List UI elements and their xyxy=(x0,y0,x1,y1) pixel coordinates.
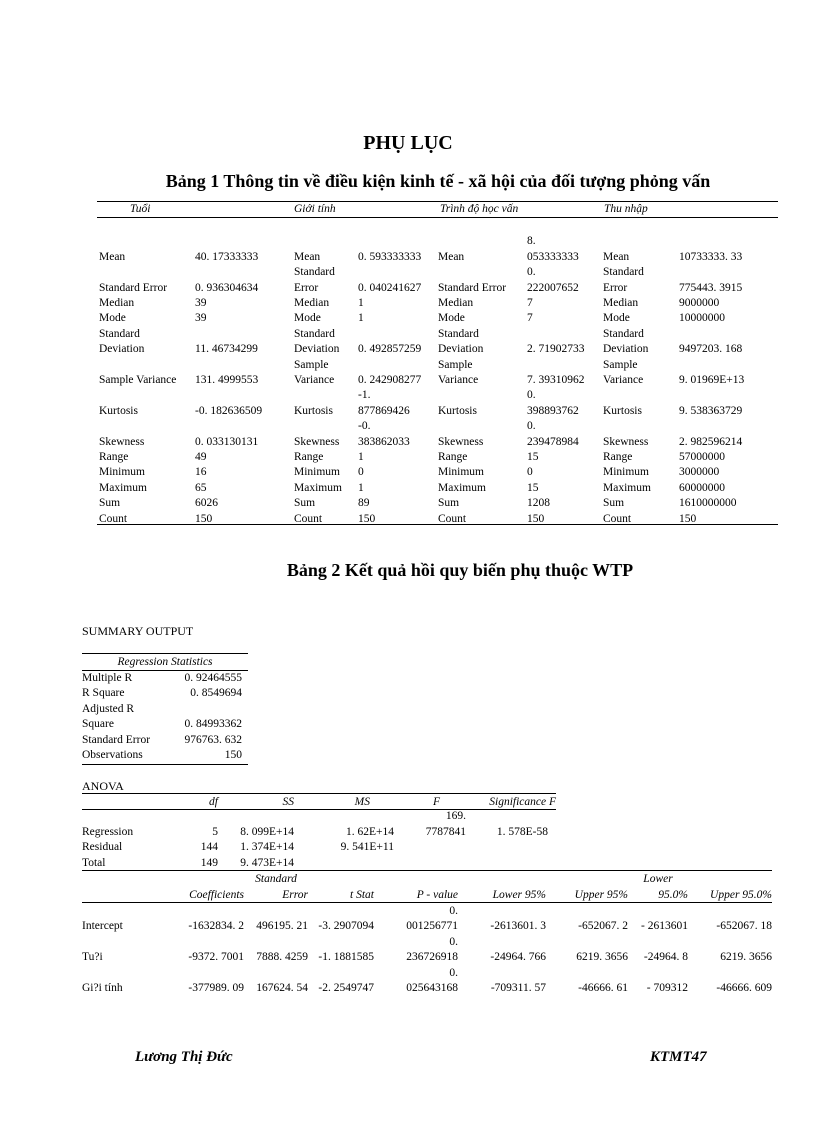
anova-cell: 8. 099E+14 xyxy=(240,826,294,838)
anova-col-header: SS xyxy=(282,796,294,808)
coef-cell: 001256771 xyxy=(406,920,458,932)
coef-cell: 025643168 xyxy=(406,982,458,994)
table1-stat-label: Deviation xyxy=(99,343,145,355)
coef-cell: -652067. 2 xyxy=(578,920,628,932)
table1-stat-label: Range xyxy=(438,451,468,463)
table1-stat-label: Mode xyxy=(294,312,321,324)
footer-class-code: KTMT47 xyxy=(650,1049,707,1065)
coef-col-header: Coefficients xyxy=(189,889,244,901)
coef-cell: -2. 2549747 xyxy=(318,982,374,994)
reg-stat-value: 150 xyxy=(224,749,242,761)
anova-cell: 1. 62E+14 xyxy=(345,826,394,838)
table1-stat-label: Variance xyxy=(294,374,335,386)
table1-stat-value: 383862033 xyxy=(358,436,410,448)
table1-stat-label: Maximum xyxy=(99,482,147,494)
table1-stat-label: Skewness xyxy=(99,436,145,448)
anova-label: ANOVA xyxy=(82,779,124,793)
coef-cell: -3. 2907094 xyxy=(318,920,374,932)
table1-stat-label: Standard xyxy=(603,328,644,340)
table1-stat-label: Standard xyxy=(438,328,479,340)
table1-stat-value: 239478984 xyxy=(527,436,579,448)
reg-stat-label: Square xyxy=(82,718,114,730)
coef-cell: 6219. 3656 xyxy=(576,951,628,963)
table1-stat-label: Mean xyxy=(294,251,321,263)
anova-cell: 1. 374E+14 xyxy=(240,841,294,853)
coef-cell: -9372. 7001 xyxy=(188,951,244,963)
table1-stat-label: Deviation xyxy=(438,343,484,355)
coef-cell: - 709312 xyxy=(646,982,688,994)
table1-stat-label: Standard xyxy=(294,266,335,278)
table1-stat-label: Deviation xyxy=(294,343,340,355)
table1-stat-label: Range xyxy=(99,451,129,463)
table1-stat-value: 6026 xyxy=(195,497,218,509)
coef-cell: -24964. 766 xyxy=(490,951,546,963)
table1-stat-value: 60000000 xyxy=(679,482,725,494)
coef-p-top: 0. xyxy=(449,936,458,948)
table1-stat-value: 150 xyxy=(679,513,697,525)
table1-stat-value: 9. 01969E+13 xyxy=(679,374,745,386)
table1-stat-value: 398893762 xyxy=(527,405,579,417)
anova-col-header: F xyxy=(432,796,440,808)
reg-stat-value: 0. 8549694 xyxy=(190,687,242,699)
table1-stat-label: Minimum xyxy=(99,466,146,478)
table1-stat-value: 0. 936304634 xyxy=(195,282,259,294)
coef-col-header: Upper 95% xyxy=(574,889,628,901)
coef-col-header: 95.0% xyxy=(658,889,688,901)
table1-stat-value: 39 xyxy=(195,312,207,324)
table1-stat-value: -1. xyxy=(358,389,371,401)
reg-stat-value: 0. 92464555 xyxy=(184,672,242,684)
anova-cell: 1. 578E-58 xyxy=(496,826,548,838)
table1-stat-value: 15 xyxy=(527,451,539,463)
coef-cell: -24964. 8 xyxy=(643,951,688,963)
table1-stat-label: Mode xyxy=(99,312,126,324)
table1-stat-label: Standard Error xyxy=(438,282,507,294)
footer-author: Lương Thị Đức xyxy=(135,1049,233,1065)
table1-stat-value: 1 xyxy=(358,482,364,494)
table1-stat-value: 1 xyxy=(358,297,364,309)
table1-stat-label: Median xyxy=(438,297,474,309)
coef-row-label: Gi?i tính xyxy=(82,982,123,994)
coef-col-header-top: Standard xyxy=(255,873,297,885)
table1-stat-value: 131. 4999553 xyxy=(195,374,259,386)
anova-col-header: Significance F xyxy=(489,796,556,808)
table1-stat-value: 0. 242908277 xyxy=(358,374,422,386)
anova-cell: 9. 541E+11 xyxy=(340,841,394,853)
anova-cell: 144 xyxy=(200,841,218,853)
coef-col-header: t Stat xyxy=(350,889,374,901)
coef-col-header: Upper 95.0% xyxy=(710,889,772,901)
coef-col-header: Error xyxy=(282,889,308,901)
reg-stat-label: Observations xyxy=(82,749,143,761)
table1-stat-label: Sample xyxy=(603,359,638,371)
coef-cell: -652067. 18 xyxy=(716,920,772,932)
table1-stat-value: 1610000000 xyxy=(679,497,737,509)
anova-row-label: Residual xyxy=(82,841,123,853)
table1-stat-value: 11. 46734299 xyxy=(195,343,258,355)
table1-stat-value: 1 xyxy=(358,312,364,324)
table1-stat-value: 9000000 xyxy=(679,297,720,309)
table1-stat-value: 0. 033130131 xyxy=(195,436,259,448)
table1-title: Bảng 1 Thông tin về điều kiện kinh tế - xã hội của đối tượng phỏng vấn xyxy=(165,171,711,191)
table1-stat-label: Maximum xyxy=(438,482,486,494)
coef-cell: -1632834. 2 xyxy=(188,920,244,932)
coef-cell: 236726918 xyxy=(406,951,458,963)
coef-p-top: 0. xyxy=(449,967,458,979)
table1-stat-value: 877869426 xyxy=(358,405,410,417)
table1-stat-value: 222007652 xyxy=(527,282,579,294)
table1-stat-label: Kurtosis xyxy=(99,405,138,417)
table1-header-education: Trình độ học vấn xyxy=(440,203,519,215)
coef-cell: 6219. 3656 xyxy=(720,951,772,963)
table1-stat-label: Error xyxy=(294,282,319,294)
coef-col-header-top: Lower xyxy=(643,873,673,885)
table1-stat-label: Sample xyxy=(438,359,473,371)
table1-stat-value: -0. xyxy=(358,420,371,432)
coef-col-header: Lower 95% xyxy=(492,889,546,901)
table1-stat-label: Sample Variance xyxy=(99,374,177,386)
table1-stat-label: Sum xyxy=(438,497,460,509)
table1-stat-label: Standard xyxy=(603,266,644,278)
table1-stat-label: Standard xyxy=(99,328,140,340)
table1-stat-value: 7 xyxy=(527,297,533,309)
table2-title: Bảng 2 Kết quả hồi quy biến phụ thuộc WTP xyxy=(286,560,634,580)
table1-stat-value: 10733333. 33 xyxy=(679,251,743,263)
table1-stat-label: Skewness xyxy=(294,436,340,448)
table1-stat-label: Median xyxy=(294,297,330,309)
table1-stat-value: 150 xyxy=(527,513,545,525)
table1-stat-label: Standard xyxy=(294,328,335,340)
table1-stat-label: Variance xyxy=(603,374,644,386)
table1-stat-value: 2. 982596214 xyxy=(679,436,743,448)
anova-row-label: Total xyxy=(82,857,106,869)
table1-header-income: Thu nhập xyxy=(604,203,648,215)
table1-stat-label: Count xyxy=(99,513,128,525)
table1-stat-value: 7 xyxy=(527,312,533,324)
table1-stat-label: Mode xyxy=(438,312,465,324)
table1-stat-label: Mean xyxy=(438,251,465,263)
table1-stat-label: Skewness xyxy=(603,436,649,448)
table1-stat-label: Sum xyxy=(99,497,121,509)
table1-stat-value: 8. xyxy=(527,235,536,247)
coef-cell: -377989. 09 xyxy=(188,982,244,994)
table1-stat-value: 150 xyxy=(358,513,376,525)
reg-stat-value: 976763. 632 xyxy=(184,734,242,746)
table1-stat-label: Maximum xyxy=(603,482,651,494)
table1-stat-value: -0. 182636509 xyxy=(195,405,263,417)
table1-stat-label: Variance xyxy=(438,374,479,386)
table1-stat-value: 0. xyxy=(527,389,536,401)
table1-stat-value: 40. 17333333 xyxy=(195,251,259,263)
table1-header-gender: Giới tính xyxy=(294,203,336,215)
coef-cell: 7888. 4259 xyxy=(256,951,308,963)
table1-stat-label: Minimum xyxy=(603,466,650,478)
table1-stat-value: 1 xyxy=(358,451,364,463)
table1-stat-label: Standard Error xyxy=(99,282,168,294)
reg-stat-label: Multiple R xyxy=(82,672,133,684)
anova-f-top: 169. xyxy=(445,810,466,822)
table1-stat-label: Kurtosis xyxy=(603,405,642,417)
reg-stat-label: Standard Error xyxy=(82,734,151,746)
table1-stat-value: 57000000 xyxy=(679,451,725,463)
table1-stat-value: 0 xyxy=(358,466,364,478)
table1-stat-label: Count xyxy=(603,513,632,525)
table1-stat-label: Count xyxy=(438,513,467,525)
coef-p-top: 0. xyxy=(449,905,458,917)
table1-stat-label: Deviation xyxy=(603,343,649,355)
coef-col-header: P - value xyxy=(416,889,458,901)
table1-stat-value: 2. 71902733 xyxy=(527,343,585,355)
table1-stat-label: Mean xyxy=(603,251,630,263)
table1-header-age: Tuổi xyxy=(130,203,151,215)
table1-stat-value: 9. 538363729 xyxy=(679,405,743,417)
table1-stat-label: Maximum xyxy=(294,482,342,494)
table1-stat-value: 39 xyxy=(195,297,207,309)
table1-stat-value: 053333333 xyxy=(527,251,579,263)
page-title: PHỤ LỤC xyxy=(363,132,453,154)
table1-stat-label: Mode xyxy=(603,312,630,324)
table1-stat-value: 0 xyxy=(527,466,533,478)
table1-stat-label: Kurtosis xyxy=(438,405,477,417)
table1-stat-value: 1208 xyxy=(527,497,550,509)
table1-stat-value: 65 xyxy=(195,482,207,494)
table1-stat-value: 3000000 xyxy=(679,466,720,478)
coef-cell: -46666. 609 xyxy=(716,982,772,994)
regression-stats-header: Regression Statistics xyxy=(117,656,213,668)
coef-cell: 496195. 21 xyxy=(256,920,308,932)
coef-cell: -1. 1881585 xyxy=(318,951,374,963)
coef-cell: - 2613601 xyxy=(641,920,688,932)
anova-cell: 7787841 xyxy=(425,826,466,838)
table1-stat-label: Kurtosis xyxy=(294,405,333,417)
reg-stat-label: R Square xyxy=(82,687,125,699)
coef-row-label: Tu?i xyxy=(82,951,103,963)
table1-stat-label: Range xyxy=(603,451,633,463)
anova-cell: 149 xyxy=(200,857,218,869)
anova-cell: 5 xyxy=(212,826,218,838)
anova-row-label: Regression xyxy=(82,826,134,838)
table1-stat-value: 49 xyxy=(195,451,207,463)
table1-stat-label: Mean xyxy=(99,251,126,263)
table1-stat-value: 9497203. 168 xyxy=(679,343,743,355)
table1-stat-label: Median xyxy=(99,297,135,309)
table1-stat-value: 89 xyxy=(358,497,370,509)
reg-stat-value: 0. 84993362 xyxy=(184,718,242,730)
table1-stat-value: 150 xyxy=(195,513,213,525)
table1-stat-label: Minimum xyxy=(294,466,341,478)
table1-stat-label: Count xyxy=(294,513,323,525)
table1-stat-value: 0. 040241627 xyxy=(358,282,422,294)
table1-stat-value: 16 xyxy=(195,466,207,478)
table1-stat-label: Minimum xyxy=(438,466,485,478)
coef-cell: -46666. 61 xyxy=(578,982,628,994)
anova-col-header: MS xyxy=(354,796,370,808)
table1-stat-value: 775443. 3915 xyxy=(679,282,743,294)
table1-stat-value: 10000000 xyxy=(679,312,725,324)
summary-output-label: SUMMARY OUTPUT xyxy=(82,624,194,638)
table1-stat-value: 0. xyxy=(527,420,536,432)
coef-cell: -709311. 57 xyxy=(490,982,546,994)
coef-row-label: Intercept xyxy=(82,920,123,932)
table1-stat-label: Sample xyxy=(294,359,329,371)
anova-col-header: df xyxy=(209,796,218,808)
table1-stat-label: Sum xyxy=(603,497,625,509)
reg-stat-label: Adjusted R xyxy=(82,703,135,715)
table1-stat-value: 0. xyxy=(527,266,536,278)
table1-stat-label: Median xyxy=(603,297,639,309)
table1-stat-value: 15 xyxy=(527,482,539,494)
table1-stat-value: 0. 593333333 xyxy=(358,251,422,263)
table1-stat-label: Skewness xyxy=(438,436,484,448)
coef-cell: 167624. 54 xyxy=(256,982,308,994)
table1-stat-label: Error xyxy=(603,282,628,294)
coef-cell: -2613601. 3 xyxy=(490,920,546,932)
table1-stat-value: 7. 39310962 xyxy=(527,374,585,386)
anova-cell: 9. 473E+14 xyxy=(240,857,294,869)
table1-stat-value: 0. 492857259 xyxy=(358,343,422,355)
table1-stat-label: Range xyxy=(294,451,324,463)
table1-stat-label: Sum xyxy=(294,497,316,509)
